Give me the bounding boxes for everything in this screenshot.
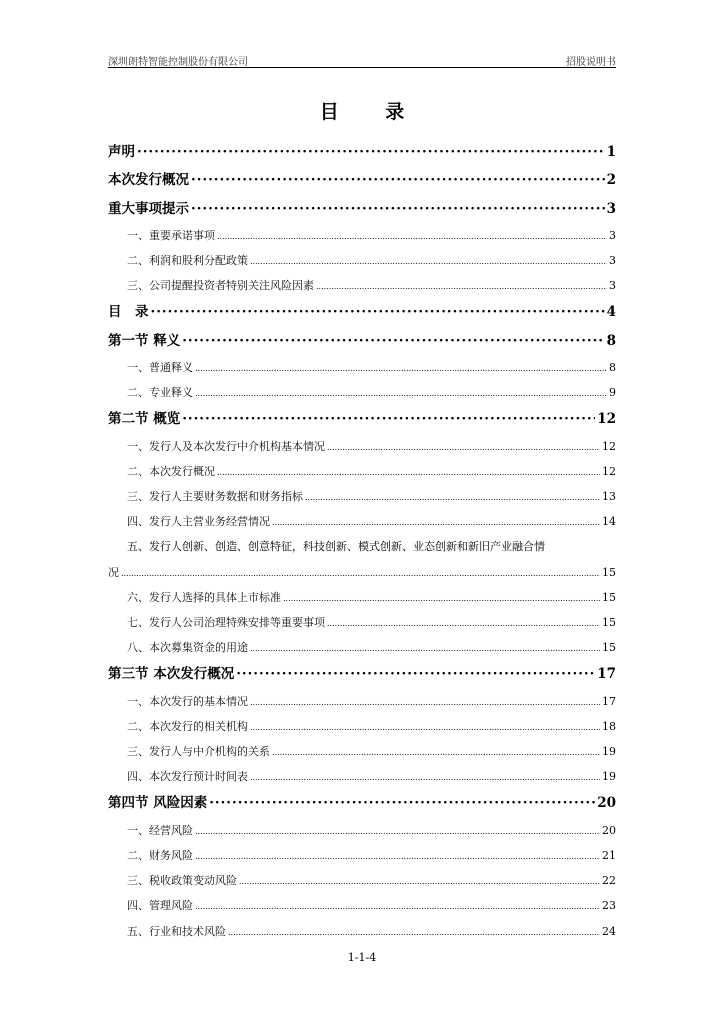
toc-subentry[interactable] xyxy=(108,459,616,484)
toc-leader xyxy=(195,818,600,844)
toc-page-number: 12 xyxy=(602,464,616,478)
toc-subentry[interactable] xyxy=(108,585,616,610)
toc-page-number: 19 xyxy=(602,745,616,759)
toc-subentry[interactable] xyxy=(108,509,616,534)
toc-leader xyxy=(250,764,600,790)
toc-entry-label: 第一节 释义 xyxy=(108,332,181,349)
page-title: 目 录 xyxy=(319,101,425,123)
toc-leader xyxy=(217,223,607,249)
toc-entry-label: 二、本次发行的相关机构 xyxy=(127,719,248,733)
toc-page-number: 8 xyxy=(609,361,616,375)
toc-entry-label: 八、本次募集资金的用途 xyxy=(127,641,248,655)
toc-page-number: 12 xyxy=(602,439,616,453)
toc-entry-label: 三、税收政策变动风险 xyxy=(127,874,237,888)
toc-subentry[interactable] xyxy=(108,714,616,739)
toc-subentry-wrapped[interactable] xyxy=(108,534,616,559)
toc-entry-mulu[interactable] xyxy=(108,298,616,326)
toc-entry-zdsx[interactable] xyxy=(108,195,616,223)
toc-leader xyxy=(272,509,600,535)
toc-page-number: 17 xyxy=(602,694,616,708)
toc-entry-label: 七、发行人公司治理特殊安排等重要事项 xyxy=(127,616,325,630)
toc-leader xyxy=(327,610,600,636)
toc-subentry[interactable] xyxy=(108,484,616,509)
toc-entry-label: 本次发行概况 xyxy=(108,172,189,189)
toc-entry-label: 一、普通释义 xyxy=(127,361,193,375)
toc-page-number: 19 xyxy=(602,770,616,784)
toc-entry-label: 声明 xyxy=(108,144,135,160)
toc-subentry[interactable] xyxy=(108,919,616,944)
toc-entry-label: 六、发行人选择的具体上市标准 xyxy=(127,590,281,604)
toc-subentry[interactable] xyxy=(108,610,616,635)
toc-leader xyxy=(195,380,607,406)
toc-subentry[interactable] xyxy=(108,273,616,298)
toc-leader xyxy=(272,739,600,765)
toc-page-number: 22 xyxy=(602,874,616,888)
toc-entry-label: 四、本次发行预计时间表 xyxy=(127,770,248,784)
toc-leader xyxy=(316,273,607,299)
toc-subentry[interactable] xyxy=(108,380,616,405)
toc-subentry[interactable] xyxy=(108,764,616,789)
toc-leader xyxy=(195,355,607,381)
toc-entry-shengming[interactable] xyxy=(108,138,616,166)
toc-leader xyxy=(217,459,600,485)
toc-subentry[interactable] xyxy=(108,635,616,660)
toc-leader xyxy=(250,635,600,661)
page-header xyxy=(108,50,616,68)
toc-entry-label: 目 录 xyxy=(108,304,149,321)
toc-entry-section-1[interactable] xyxy=(108,327,616,355)
toc-page-number: 1 xyxy=(606,144,616,160)
toc-leader xyxy=(305,484,600,510)
toc-page-number: 8 xyxy=(606,332,616,349)
toc-subentry[interactable] xyxy=(108,843,616,868)
toc-page-number: 20 xyxy=(602,823,616,837)
toc-subentry[interactable] xyxy=(108,818,616,843)
toc-page-number: 2 xyxy=(606,172,616,189)
toc-leader xyxy=(137,138,605,166)
toc-page-number: 24 xyxy=(602,924,616,938)
toc-entry-label: 第三节 本次发行概况 xyxy=(108,666,235,683)
toc-leader xyxy=(209,789,595,817)
page-footer-number: 1-1-4 xyxy=(347,951,377,964)
toc-leader xyxy=(195,843,600,869)
toc-entry-label: 第四节 风险因素 xyxy=(108,795,208,812)
toc-leader xyxy=(191,166,605,194)
toc-page-number: 15 xyxy=(602,565,616,579)
toc-leader xyxy=(327,434,600,460)
header-company: 深圳朗特智能控制股份有限公司 xyxy=(108,57,248,68)
toc-entry-fxgk[interactable] xyxy=(108,166,616,194)
toc-subentry[interactable] xyxy=(108,223,616,248)
toc-entry-label: 五、行业和技术风险 xyxy=(127,924,226,938)
toc-leader xyxy=(191,195,605,223)
toc-page-number: 18 xyxy=(602,719,616,733)
toc-leader xyxy=(236,660,595,688)
toc-page-number: 3 xyxy=(606,200,616,217)
toc-entry-label: 二、利润和股利分配政策 xyxy=(127,254,248,268)
toc-entry-label: 一、发行人及本次发行中介机构基本情况 xyxy=(127,439,325,453)
toc-entry-section-4[interactable] xyxy=(108,789,616,817)
toc-page-number: 14 xyxy=(602,515,616,529)
toc-page-number: 15 xyxy=(602,641,616,655)
toc-page-number: 17 xyxy=(597,666,616,683)
toc-entry-label: 二、本次发行概况 xyxy=(127,464,215,478)
toc-page-number: 20 xyxy=(597,795,616,812)
toc-leader xyxy=(182,327,604,355)
toc-entry-label: 二、专业释义 xyxy=(127,386,193,400)
toc-entry-label: 三、发行人与中介机构的关系 xyxy=(127,745,270,759)
toc-entry-label: 五、发行人创新、创造、创意特征，科技创新、模式创新、业态创新和新旧产业融合情 xyxy=(127,540,545,554)
toc-entry-label: 一、经营风险 xyxy=(127,823,193,837)
toc-leader xyxy=(250,689,600,715)
toc-entry-label: 三、公司提醒投资者特别关注风险因素 xyxy=(127,279,314,293)
toc-subentry[interactable] xyxy=(108,434,616,459)
toc-entry-label: 第二节 概览 xyxy=(108,411,181,428)
toc-leader xyxy=(250,248,607,274)
toc-leader xyxy=(195,893,600,919)
toc-subentry[interactable] xyxy=(108,689,616,714)
toc-entry-label: 一、本次发行的基本情况 xyxy=(127,694,248,708)
toc-page-number: 12 xyxy=(597,411,616,428)
toc-entry-label: 一、重要承诺事项 xyxy=(127,228,215,242)
toc-leader xyxy=(151,298,605,326)
toc-leader xyxy=(239,868,600,894)
toc-page-number: 13 xyxy=(602,490,616,504)
toc-entry-label: 三、发行人主要财务数据和财务指标 xyxy=(127,490,303,504)
toc-entry-label: 四、发行人主营业务经营情况 xyxy=(127,515,270,529)
toc-leader xyxy=(228,919,600,945)
toc-page-number: 4 xyxy=(606,304,616,321)
toc-subentry[interactable] xyxy=(108,868,616,893)
toc-page-number: 23 xyxy=(602,899,616,913)
toc-entry-section-2[interactable] xyxy=(108,405,616,433)
toc-page-number: 3 xyxy=(609,279,616,293)
toc-leader xyxy=(250,714,600,740)
toc-subentry[interactable] xyxy=(108,355,616,380)
toc-page-number: 3 xyxy=(609,228,616,242)
toc-leader xyxy=(121,560,600,586)
toc-page-number: 15 xyxy=(602,616,616,630)
toc-entry-label: 四、管理风险 xyxy=(127,899,193,913)
toc-page-number: 15 xyxy=(602,590,616,604)
toc-entry-section-3[interactable] xyxy=(108,660,616,688)
toc-leader xyxy=(283,585,600,611)
toc-leader xyxy=(182,405,595,433)
toc-page-number: 9 xyxy=(609,386,616,400)
header-doc-type: 招股说明书 xyxy=(566,57,616,68)
toc-entry-label: 况 xyxy=(108,565,119,579)
toc-entry-label: 二、财务风险 xyxy=(127,848,193,862)
toc-entry-label: 重大事项提示 xyxy=(108,200,189,217)
toc-page-number: 21 xyxy=(602,848,616,862)
toc-page-number: 3 xyxy=(609,254,616,268)
toc-subentry[interactable] xyxy=(108,739,616,764)
toc-subentry[interactable] xyxy=(108,248,616,273)
toc-subentry-continued[interactable] xyxy=(108,560,616,585)
table-of-contents xyxy=(108,138,616,944)
toc-subentry[interactable] xyxy=(108,893,616,918)
